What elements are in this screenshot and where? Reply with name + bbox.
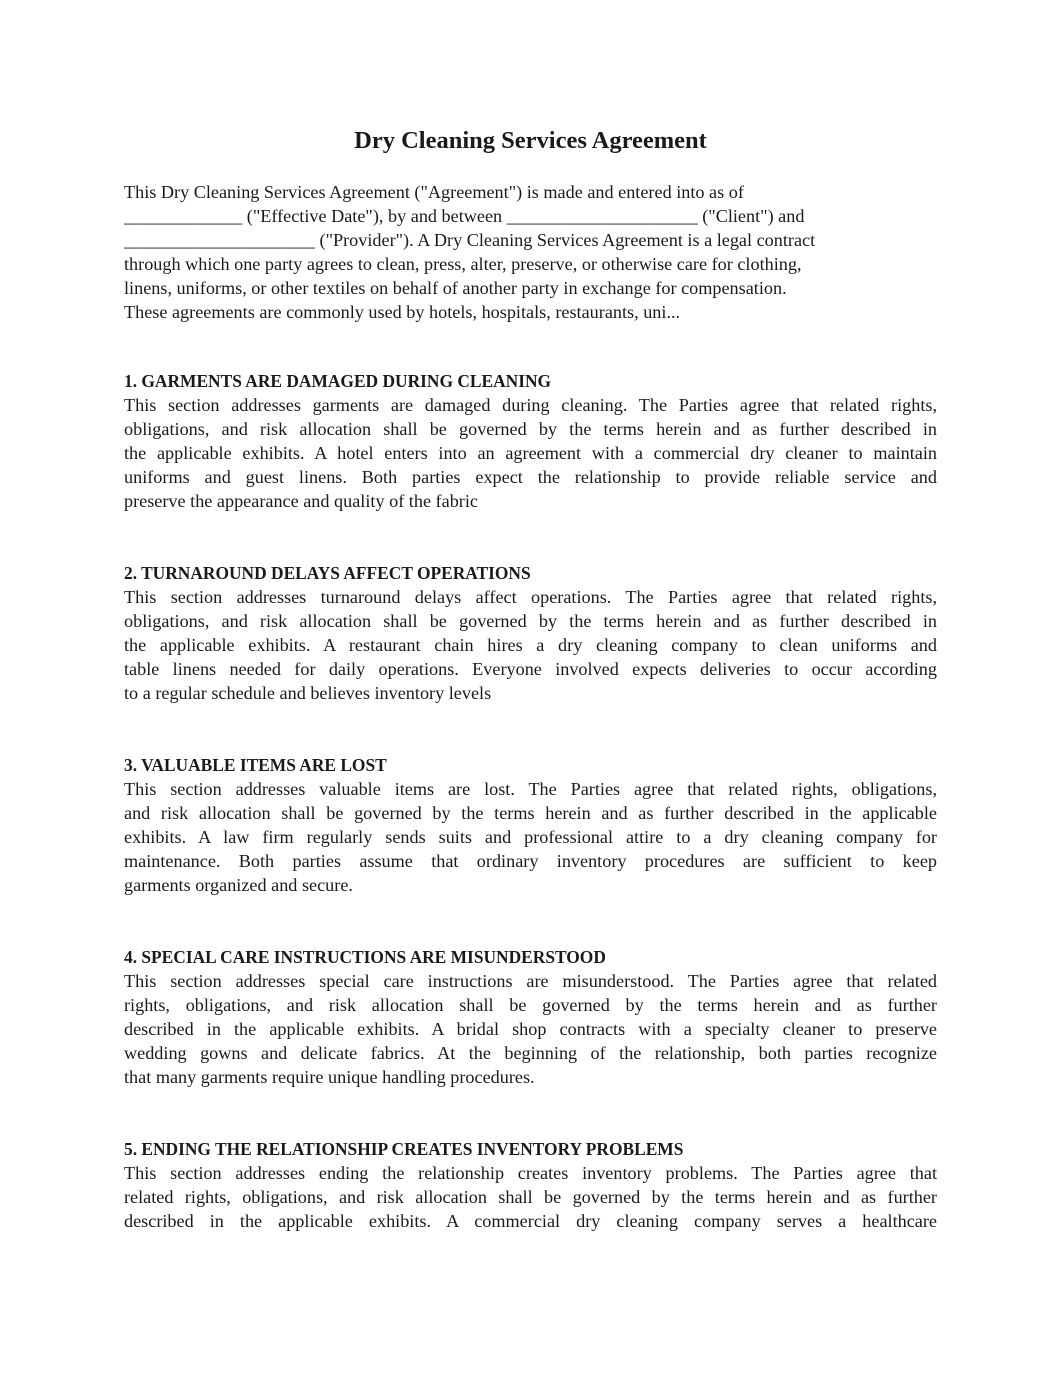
section-line: to a regular schedule and believes inventory levels: [124, 683, 492, 704]
section-line: This section addresses special care instructions are misunderstood. The Parties agree that related: [124, 971, 937, 991]
section-body: [124, 393, 937, 513]
section-heading: 2. TURNAROUND DELAYS AFFECT OPERATIONS: [124, 563, 531, 583]
section-line: and risk allocation shall be governed by the terms herein and as further described in the applicable: [124, 803, 937, 824]
section-body: [124, 1161, 937, 1233]
section-body: [124, 777, 937, 897]
section-line: preserve the appearance and quality of the fabric: [124, 491, 478, 512]
section-3: [124, 753, 937, 897]
section-line: maintenance. Both parties assume that ordinary inventory procedures are sufficient to keep: [124, 851, 937, 872]
section-heading: 3. VALUABLE ITEMS ARE LOST: [124, 755, 387, 775]
intro-paragraph: [124, 180, 937, 325]
section-line: rights, obligations, and risk allocation shall be governed by the terms herein and as further: [124, 995, 937, 1016]
intro-line: linens, uniforms, or other textiles on behalf of another party in exchange for compensation.: [124, 278, 787, 299]
section-line: described in the applicable exhibits. A bridal shop contracts with a specialty cleaner to preserve: [124, 1019, 937, 1040]
section-line: uniforms and guest linens. Both parties expect the relationship to provide reliable service and: [124, 467, 937, 488]
section-line: that many garments require unique handling procedures.: [124, 1067, 535, 1088]
section-1: [124, 369, 937, 513]
section-line: the applicable exhibits. A restaurant chain hires a dry cleaning company to clean uniforms and: [124, 635, 937, 656]
section-line: the applicable exhibits. A hotel enters into an agreement with a commercial dry cleaner to maintain: [124, 443, 937, 464]
section-4: [124, 945, 937, 1089]
intro-line: These agreements are commonly used by hotels, hospitals, restaurants, uni...: [124, 302, 681, 323]
section-5: [124, 1137, 937, 1233]
section-heading: 1. GARMENTS ARE DAMAGED DURING CLEANING: [124, 371, 552, 391]
section-line: wedding gowns and delicate fabrics. At the beginning of the relationship, both parties recognize: [124, 1043, 937, 1064]
intro-line: _____________ ("Effective Date"), by and between _____________________ ("Client") and: [124, 206, 805, 227]
section-line: table linens needed for daily operations. Everyone involved expects deliveries to occur according: [124, 659, 937, 680]
intro-line: _____________________ ("Provider"). A Dry Cleaning Services Agreement is a legal contract: [124, 230, 816, 251]
section-line: obligations, and risk allocation shall be governed by the terms herein and as further described in: [124, 419, 937, 440]
section-2: [124, 561, 937, 705]
section-line: garments organized and secure.: [124, 875, 353, 896]
section-line: obligations, and risk allocation shall be governed by the terms herein and as further described in: [124, 611, 937, 632]
section-line: This section addresses valuable items are lost. The Parties agree that related rights, obligations,: [124, 779, 937, 799]
intro-line: through which one party agrees to clean, press, alter, preserve, or otherwise care for clothing,: [124, 254, 802, 275]
section-body: [124, 969, 937, 1089]
section-body: [124, 585, 937, 705]
intro-line: This Dry Cleaning Services Agreement ("Agreement") is made and entered into as of: [124, 182, 744, 202]
section-line: This section addresses ending the relationship creates inventory problems. The Parties agree that: [124, 1163, 937, 1183]
section-heading: 4. SPECIAL CARE INSTRUCTIONS ARE MISUNDERSTOOD: [124, 947, 606, 967]
section-heading: 5. ENDING THE RELATIONSHIP CREATES INVENTORY PROBLEMS: [124, 1139, 684, 1159]
section-line: related rights, obligations, and risk allocation shall be governed by the terms herein and as further: [124, 1187, 937, 1208]
section-line: exhibits. A law firm regularly sends suits and professional attire to a dry cleaning company for: [124, 827, 937, 848]
section-line: described in the applicable exhibits. A commercial dry cleaning company serves a healthcare: [124, 1211, 937, 1232]
document-title: Dry Cleaning Services Agreement: [354, 127, 707, 154]
section-line: This section addresses garments are damaged during cleaning. The Parties agree that related rights,: [124, 395, 937, 415]
section-line: This section addresses turnaround delays affect operations. The Parties agree that related rights,: [124, 587, 937, 607]
